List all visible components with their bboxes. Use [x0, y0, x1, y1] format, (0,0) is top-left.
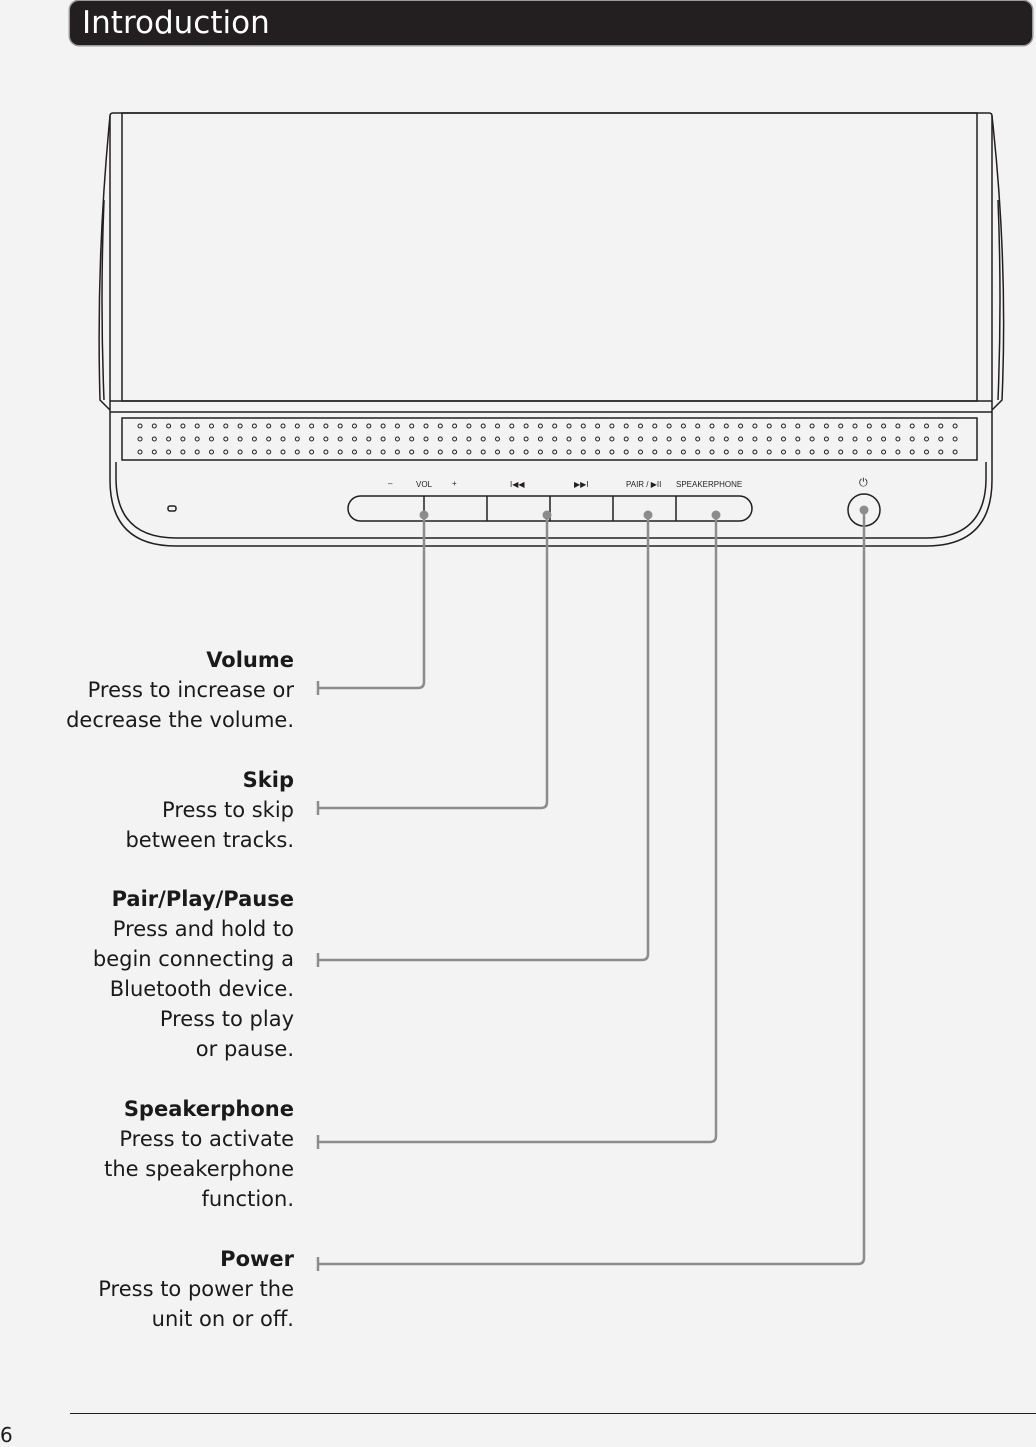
volume-up-label: +: [452, 479, 457, 488]
callout-text: Bluetooth device.: [109, 977, 294, 1001]
device-housing-inner-edge: [116, 462, 986, 538]
callout-title: Volume: [206, 648, 294, 672]
callout-title: Skip: [242, 768, 294, 792]
speaker-grille-holes: [138, 424, 957, 454]
power-callout-dot: [860, 506, 869, 515]
callout-text: Press to power the: [98, 1277, 294, 1301]
skip-forward-label: ▶▶I: [574, 480, 589, 489]
callout-text: unit on or off.: [151, 1307, 294, 1331]
callout-text: Press to play: [159, 1007, 294, 1031]
callout-power: [98, 1244, 294, 1334]
callout-text: Press and hold to: [112, 917, 294, 941]
device-right-side-inner: [998, 200, 1000, 400]
footer-rule: [70, 1413, 1036, 1414]
speakerphone-callout-dot: [712, 511, 721, 520]
volume-down-label: –: [388, 479, 393, 488]
callout-text: begin connecting a: [92, 947, 294, 971]
callout-text: Press to skip: [162, 798, 294, 822]
callout-text: decrease the volume.: [66, 708, 294, 732]
callout-text: Press to activate: [119, 1127, 294, 1151]
speakerphone-label: SPEAKERPHONE: [676, 480, 743, 489]
skip-callout-dot: [543, 511, 552, 520]
skip-back-label: I◀◀: [510, 480, 525, 489]
power-symbol-icon: ⏻: [859, 477, 868, 489]
pair-play-pause-label: PAIR / ▶II: [626, 480, 662, 489]
speaker-grille: [122, 418, 977, 460]
callout-text: between tracks.: [125, 828, 294, 852]
callout-text: or pause.: [195, 1037, 294, 1061]
page-number: 6: [0, 1423, 13, 1447]
callout-pair-play-pause: [93, 884, 294, 1064]
callout-skip: [125, 765, 294, 855]
section-title: Introduction: [82, 5, 270, 41]
callout-title: Pair/Play/Pause: [111, 887, 294, 911]
pair-callout-dot: [644, 511, 653, 520]
device-left-side-inner: [102, 200, 104, 400]
volume-callout-dot: [420, 511, 429, 520]
device-screen: [122, 113, 977, 401]
volume-label: VOL: [416, 480, 433, 489]
pair-leader-line: [318, 515, 648, 960]
volume-leader-line: [318, 515, 424, 688]
callout-text: the speakerphone: [104, 1157, 294, 1181]
callout-title: Power: [220, 1247, 294, 1271]
callout-text: function.: [201, 1187, 294, 1211]
power-indicator-led: [168, 506, 176, 511]
callout-title: Speakerphone: [123, 1097, 294, 1121]
skip-leader-line: [318, 515, 547, 808]
callout-text: Press to increase or: [87, 678, 294, 702]
device-right-side: [992, 116, 1004, 410]
speakerphone-leader-line: [318, 515, 716, 1142]
device-left-side: [99, 116, 110, 410]
power-leader-line: [318, 510, 864, 1264]
callout-speakerphone: [104, 1094, 294, 1214]
callout-volume: [66, 645, 294, 735]
